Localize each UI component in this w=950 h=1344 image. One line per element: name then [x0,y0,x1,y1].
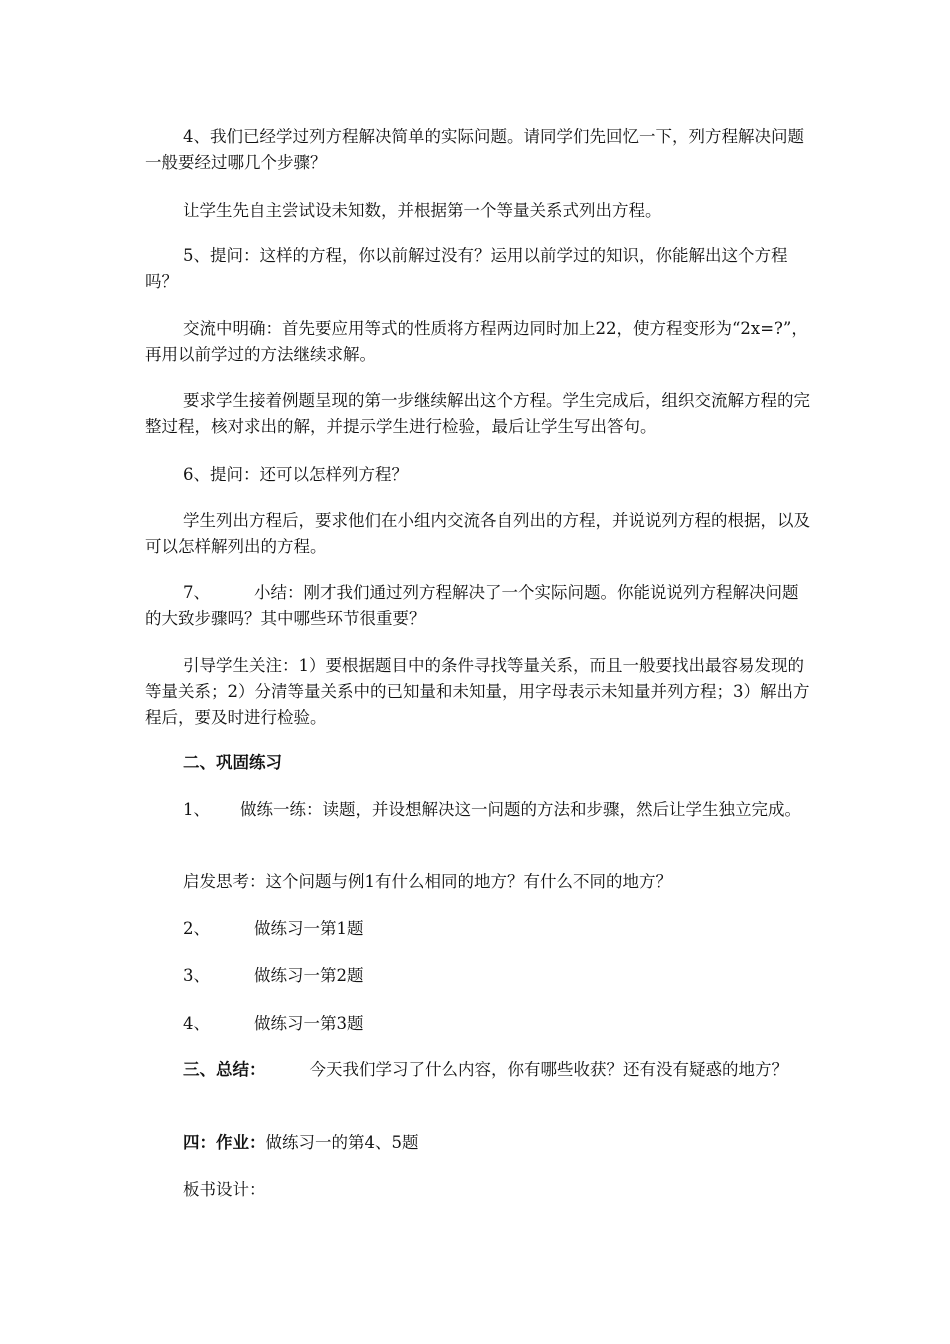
paragraph-text: 启发思考：这个问题与例1有什么相同的地方？有什么不同的地方？ [183,872,672,891]
section-heading-homework: 四：作业： [183,1133,266,1152]
paragraph-guidance [145,653,810,731]
paragraph-step-7 [145,580,810,632]
paragraph-practice-4 [145,1011,810,1037]
paragraph-step-5 [145,243,810,295]
paragraph-step-4 [145,124,810,176]
paragraph-text: 做练习一第2题 [254,966,364,985]
list-number: 1、 [183,800,210,819]
list-number: 3、 [183,966,210,985]
heading-text: 二、巩固练习 [183,753,282,772]
paragraph-text: 板书设计： [183,1180,266,1199]
paragraph-inspire [145,869,810,895]
paragraph-practice-3 [145,963,810,989]
paragraph-trial-equation [145,198,810,224]
paragraph-text: 让学生先自主尝试设未知数，并根据第一个等量关系式列出方程。 [183,201,662,220]
paragraph-text: 引导学生关注：1）要根据题目中的条件寻找等量关系，而且一般要找出最容易发现的等量关系；2）分清等量关系中的已知量和未知量，用字母表示未知量并列方程；3）解出方程后，要及时进行检验。 [145,656,810,727]
section-heading-practice [145,750,810,776]
paragraph-text: 学生列出方程后，要求他们在小组内交流各自列出的方程，并说说列方程的根据，以及可以怎样解列出的方程。 [145,511,810,556]
paragraph-text: 小结：刚才我们通过列方程解决了一个实际问题。你能说说列方程解决问题的大致步骤吗？其中哪些环节很重要？ [145,583,799,628]
paragraph-text: 6、提问：还可以怎样列方程？ [183,465,408,484]
paragraph-text: 今天我们学习了什么内容，你有哪些收获？还有没有疑惑的地方？ [309,1060,788,1079]
list-number: 7、 [183,583,210,602]
paragraph-practice-2 [145,916,810,942]
paragraph-step-6 [145,462,810,488]
paragraph-group-discussion [145,508,810,560]
paragraph-homework [145,1130,810,1156]
list-number: 2、 [183,919,210,938]
paragraph-text: 做练一练：读题，并设想解决这一问题的方法和步骤，然后让学生独立完成。 [240,800,801,819]
paragraph-solve [145,388,810,440]
paragraph-practice-1 [145,797,810,823]
paragraph-text: 交流中明确：首先要应用等式的性质将方程两边同时加上22，使方程变形为“2x=?”，再用以前学过的方法继续求解。 [145,319,808,364]
section-heading-summary: 三、总结： [183,1060,266,1079]
list-number: 4、 [183,1014,210,1033]
paragraph-text: 做练习一的第4、5题 [265,1133,419,1152]
paragraph-board-design [145,1177,810,1203]
paragraph-text: 要求学生接着例题呈现的第一步继续解出这个方程。学生完成后，组织交流解方程的完整过程，核对求出的解，并提示学生进行检验，最后让学生写出答句。 [145,391,810,436]
paragraph-text: 5、提问：这样的方程，你以前解过没有？运用以前学过的知识，你能解出这个方程吗？ [145,246,788,291]
paragraph-exchange [145,316,810,368]
paragraph-text: 做练习一第1题 [254,919,364,938]
paragraph-text: 4、我们已经学过列方程解决简单的实际问题。请同学们先回忆一下，列方程解决问题一般要经过哪几个步骤？ [145,127,804,172]
paragraph-text: 做练习一第3题 [254,1014,364,1033]
paragraph-summary [145,1057,810,1083]
